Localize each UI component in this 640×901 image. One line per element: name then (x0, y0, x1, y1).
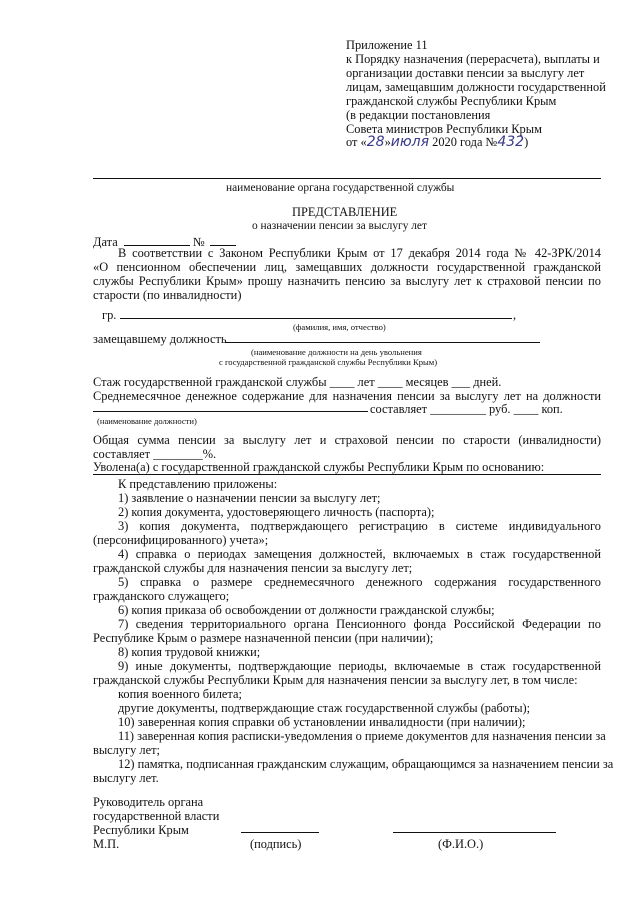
position-label: замещавшему должность (93, 332, 227, 346)
attachment-item-cont: выслугу лет; (93, 743, 160, 757)
handwritten-number: 432 (497, 134, 525, 150)
intro-line-4: старости (по инвалидности) (93, 288, 242, 302)
intro-line-2: «О пенсионном обеспечении лиц, замещавших должности государственной гражданской (93, 260, 601, 274)
organ-name-line (93, 178, 601, 179)
signatory-line-1: Руководитель органа (93, 795, 204, 809)
dismissed-line: Уволена(а) с государственной гражданской службы Республики Крым по основанию: (93, 460, 545, 474)
dismissed-underline (93, 474, 601, 475)
attachment-item-cont: выслугу лет. (93, 771, 159, 785)
salary-position-field (93, 401, 368, 412)
attachment-item: 10) заверенная копия справки об установлении инвалидности (при наличии); (118, 715, 526, 729)
organ-caption: наименование органа государственной службы (226, 182, 455, 194)
attachment-item: 8) копия трудовой книжки; (118, 645, 261, 659)
attachment-subitem: копия военного билета; (118, 687, 242, 701)
stamp-label: М.П. (93, 837, 120, 851)
attachment-item: 3) копия документа, подтверждающего регистрацию в системе индивидуального (118, 519, 601, 533)
intro-line-1: В соответствии с Законом Республики Крым от 17 декабря 2014 года № 42-ЗРК/2014 (118, 246, 601, 260)
attachment-item: 6) копия приказа об освобождении от должности гражданской службы; (118, 603, 495, 617)
date-sep: » (384, 135, 391, 149)
date-prefix: от « (346, 135, 367, 149)
attachment-item-cont: (персонифицированного) учета»; (93, 533, 269, 547)
handwritten-month: июля (390, 134, 430, 150)
date-field (124, 235, 190, 246)
document-title: ПРЕДСТАВЛЕНИЕ (292, 205, 398, 219)
attachment-subitem: другие документы, подтверждающие стаж государственной службы (работы); (118, 701, 531, 715)
attachment-item-cont: гражданского служащего; (93, 589, 230, 603)
date-year: 2020 года № (429, 135, 498, 149)
citizen-caption: (фамилия, имя, отчество) (293, 322, 386, 332)
position-field (225, 332, 540, 343)
appendix-line: гражданской службы Республики Крым (346, 94, 557, 108)
salary-tail: составляет _________ руб. ____ коп. (370, 402, 563, 416)
attachment-item: 7) сведения территориального органа Пенсионного фонда Российской Федерации по (118, 617, 601, 631)
attachment-item: 12) памятка, подписанная гражданским служащим, обращающимся за назначением пенсии за (118, 757, 614, 771)
attachment-item: 5) справка о размере среднемесячного денежного содержания государственного (118, 575, 601, 589)
citizen-comma: , (513, 308, 517, 322)
number-sign: № (193, 235, 205, 249)
appendix-line: Совета министров Республики Крым (346, 122, 542, 136)
attachment-item-cont: гражданской службы Республики Крым для назначения пенсии за выслугу лет, в том числе: (93, 673, 578, 687)
attachment-item: 1) заявление о назначении пенсии за выслугу лет; (118, 491, 381, 505)
salary-line-1: Среднемесячное денежное содержание для назначения пенсии за выслугу лет на должности (93, 389, 601, 403)
salary-caption: (наименование должности) (97, 416, 197, 426)
signature-caption: (подпись) (250, 837, 302, 851)
seniority-line: Стаж государственной гражданской службы ____ лет ____ месяцев ___ дней. (93, 375, 502, 389)
signatory-line-3: Республики Крым (93, 823, 189, 837)
number-field (210, 235, 236, 246)
appendix-line: организации доставки пенсии за выслугу лет (346, 66, 585, 80)
position-caption-1: (наименование должности на день увольнения (251, 347, 422, 357)
name-line (393, 832, 556, 833)
total-line-2: составляет ________%. (93, 447, 217, 461)
appendix-line: к Порядку назначения (перерасчета), выплаты и (346, 52, 600, 66)
appendix-date-line (346, 135, 528, 149)
name-caption: (Ф.И.О.) (438, 837, 484, 851)
attachments-header: К представлению приложены: (118, 477, 278, 491)
signatory-line-2: государственной власти (93, 809, 220, 823)
appendix-line: (в редакции постановления (346, 108, 491, 122)
total-line-1: Общая сумма пенсии за выслугу лет и страховой пенсии по старости (инвалидности) (93, 433, 601, 447)
attachment-item-cont: Республике Крым о размере назначенной пенсии (при наличии); (93, 631, 434, 645)
date-label: Дата (93, 235, 118, 249)
attachment-item: 9) иные документы, подтверждающие периоды, включаемые в стаж государственной (118, 659, 601, 673)
appendix-title: Приложение 11 (346, 38, 428, 52)
document-subtitle: о назначении пенсии за выслугу лет (252, 220, 427, 232)
intro-line-3: службы Республики Крым» прошу назначить пенсию за выслугу лет к страховой пенсии по (93, 274, 601, 288)
attachment-item: 11) заверенная копия расписки-уведомления о приеме документов для назначения пенсии за (118, 729, 606, 743)
date-close: ) (524, 135, 529, 149)
attachment-item: 4) справка о периодах замещения должностей, включаемых в стаж государственной (118, 547, 601, 561)
signature-line (241, 832, 319, 833)
handwritten-day: 28 (366, 134, 385, 150)
citizen-label: гр. (102, 308, 117, 322)
position-caption-2: с государственной гражданской службы Республики Крым) (219, 357, 438, 367)
attachment-item-cont: гражданской службы для назначения пенсии за выслугу лет; (93, 561, 413, 575)
appendix-line: лицам, замещавшим должности государственной (346, 80, 606, 94)
attachment-item: 2) копия документа, удостоверяющего личность (паспорта); (118, 505, 435, 519)
citizen-name-field (120, 308, 512, 319)
